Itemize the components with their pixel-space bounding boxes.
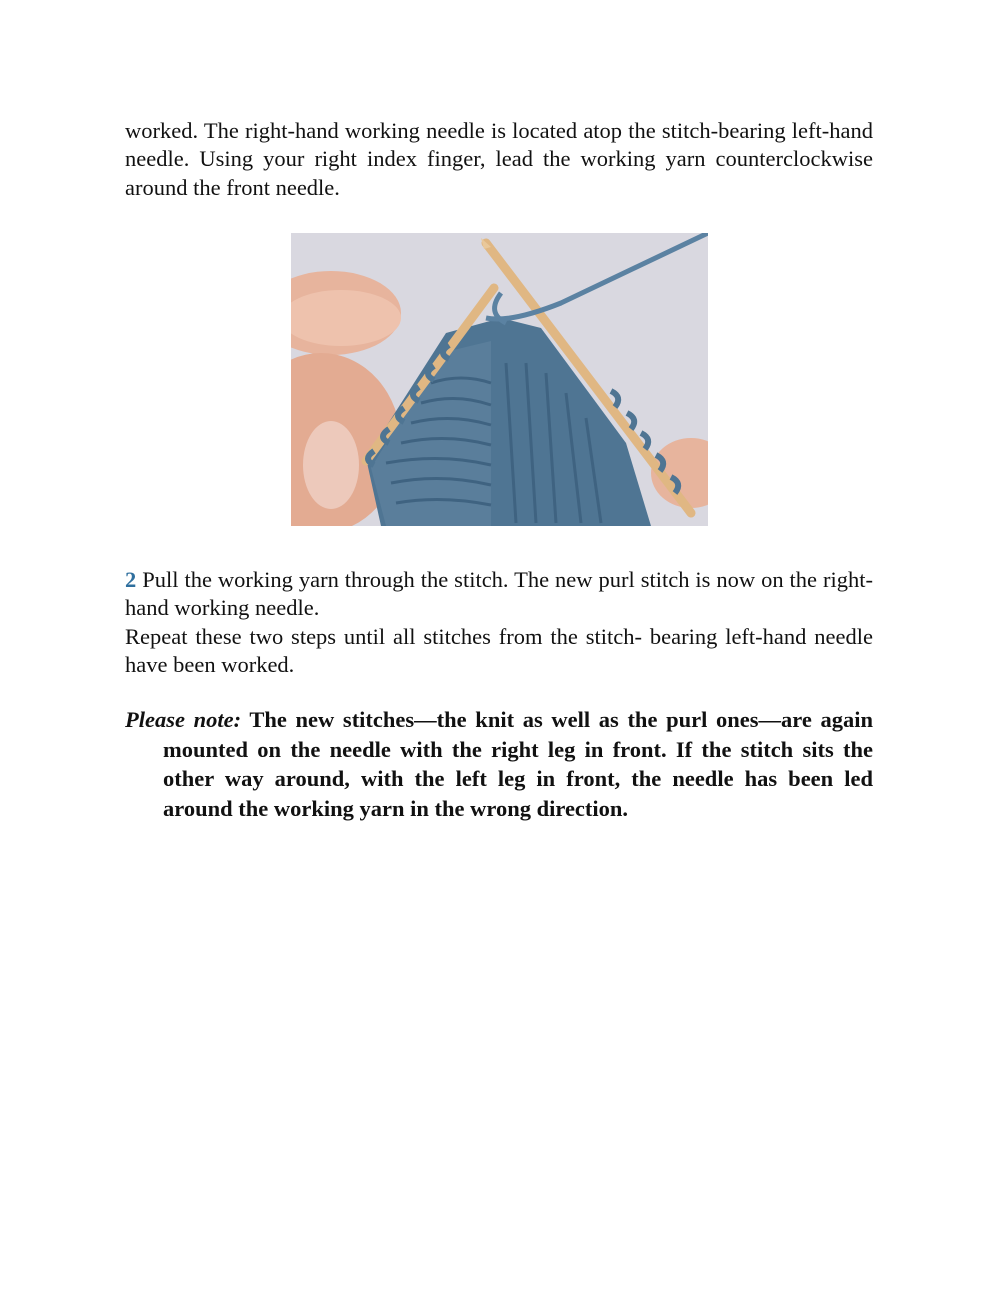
knitting-illustration <box>291 233 708 526</box>
note-label: Please note: <box>125 707 242 732</box>
knitting-photo <box>291 233 708 526</box>
note-text: The new stitches—the knit as well as the purl ones—are again mounted on the needle with the right leg in front. If the stitch sits the other way around, with the left leg in front, the needle has been led around the working yarn in the wrong direction. <box>163 707 873 821</box>
step-text: Pull the working yarn through the stitch. The new purl stitch is now on the right-hand working needle. <box>125 567 873 621</box>
step-number: 2 <box>125 567 137 592</box>
repeat-text: Repeat these two steps until all stitches from the stitch- bearing left-hand needle have been worked. <box>125 623 873 677</box>
please-note <box>125 705 873 823</box>
step-2-paragraph <box>125 566 873 679</box>
body-paragraph: worked. The right-hand working needle is located atop the stitch-bearing left-hand needle. Using your right index finger, lead the working yarn counterclockwise around the front needle. <box>125 118 873 200</box>
